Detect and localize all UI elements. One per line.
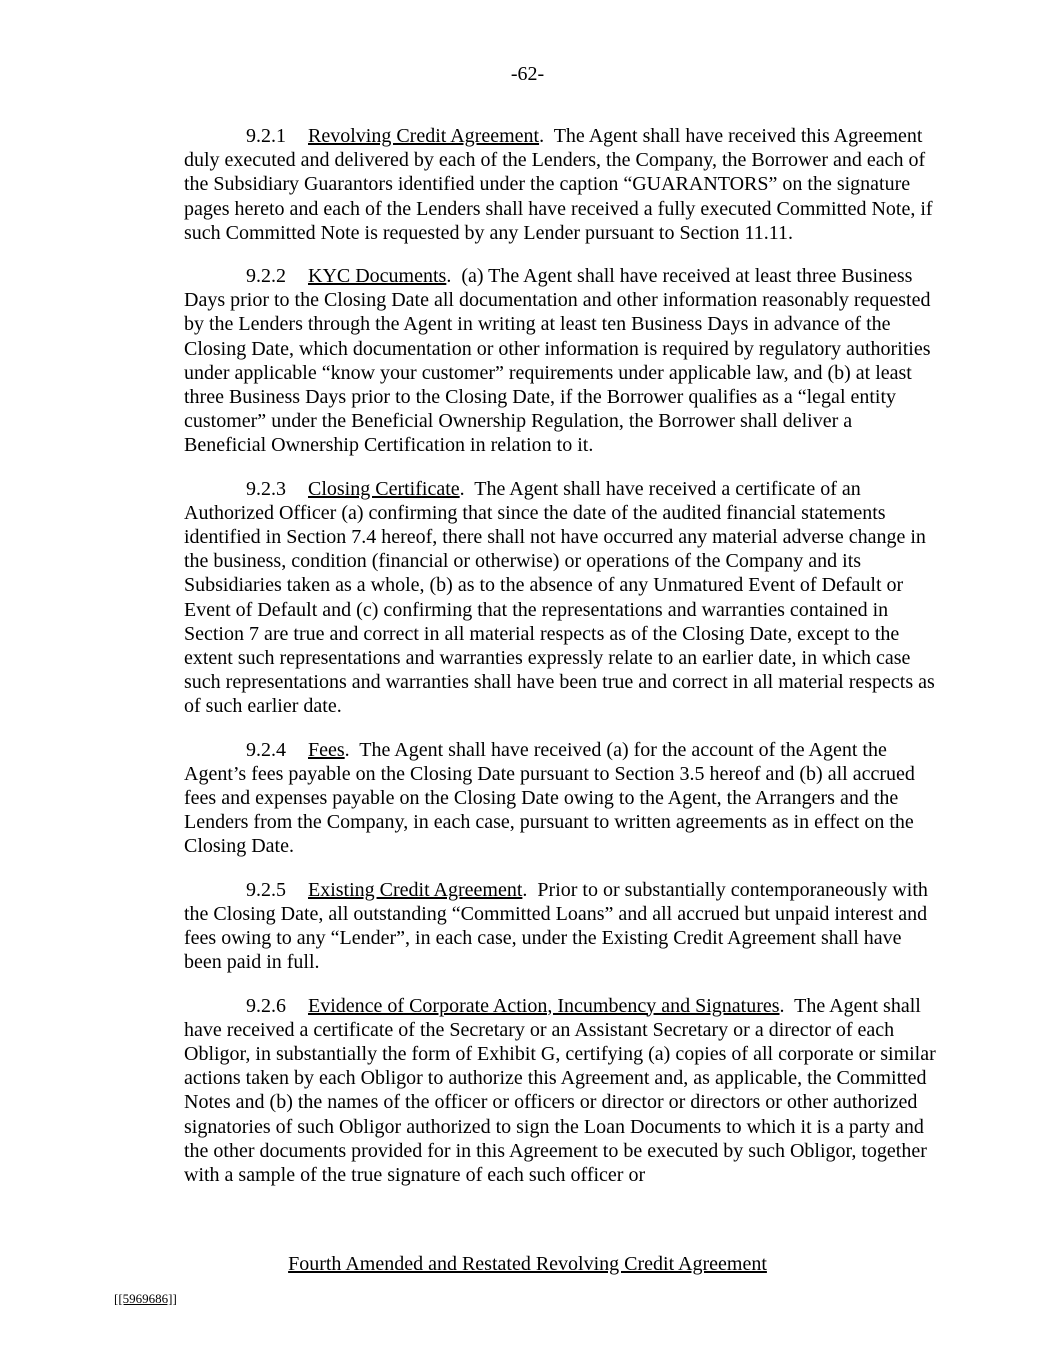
section-heading: Revolving Credit Agreement	[308, 125, 540, 147]
section-number: 9.2.1	[246, 125, 286, 147]
footer-document-title-text: Fourth Amended and Restated Revolving Credit Agreement	[288, 1253, 767, 1275]
section-paragraph-9-2-4	[184, 738, 936, 859]
section-paragraph-9-2-3	[184, 477, 940, 719]
section-number: 9.2.3	[246, 477, 286, 500]
section-number: 9.2.6	[246, 994, 286, 1017]
page-number: -62-	[510, 63, 545, 85]
section-heading: Existing Credit Agreement	[308, 878, 523, 901]
section-number: 9.2.4	[246, 738, 286, 761]
section-heading: Evidence of Corporate Action, Incumbency and Signatures	[308, 994, 780, 1017]
document-id-stamp: [[5969686]]	[114, 1291, 177, 1306]
section-heading: KYC Documents	[308, 265, 447, 288]
section-number: 9.2.5	[246, 878, 286, 901]
section-heading: Closing Certificate	[308, 477, 460, 500]
section-paragraph-9-2-6	[184, 994, 941, 1188]
footer-document-title	[0, 1252, 1055, 1276]
section-body: . The Agent shall have received a certificate of the Secretary or an Assistant Secretary or a director of each Obligor, in substantially the form of Exhibit G, certifying (a) copies of all corporate or similar actions taken by each Obligor to authorize this Agreement and, as applicable, the Committed Notes and (b) the names of the officer or officers or director or directors or other authorized signatories of such Obligor authorized to sign the Loan Documents to which it is a party and the other documents provided for in this Agreement to be executed by such Obligor, together with a sample of the true signature of each such officer or	[184, 994, 941, 1186]
section-body: . The Agent shall have received a certificate of an Authorized Officer (a) confirming that since the date of the audited financial statements identified in Section 7.4 hereof, there shall not have occurred any material adverse change in the business, condition (financial or otherwise) or operations of the Company and its Subsidiaries taken as a whole, (b) as to the absence of any Unmatured Event of Default or Event of Default and (c) confirming that the representations and warranties contained in Section 7 are true and correct in all material respects as of the Closing Date, except to the extent such representations and warranties expressly relate to an earlier date, in which case such representations and warranties shall have been true and correct in all material respects as of such earlier date.	[184, 477, 940, 718]
section-body: . Prior to or substantially contemporaneously with the Closing Date, all outstanding “Committed Loans” and all accrued but unpaid interest and fees owing to any “Lender”, in each case, under the Existing Credit Agreement shall have been paid in full.	[184, 878, 933, 974]
section-body: . The Agent shall have received (a) for the account of the Agent the Agent’s fees payable on the Closing Date pursuant to Section 3.5 hereof and (b) all accrued fees and expenses payable on the Closing Date owing to the Agent, the Arrangers and the Lenders from the Company, in each case, pursuant to written agreements as in effect on the Closing Date.	[184, 738, 920, 858]
document-body	[184, 124, 941, 1206]
section-heading: Fees	[308, 738, 345, 761]
section-body: . The Agent shall have received this Agreement duly executed and delivered by each of the Lenders, the Company, the Borrower and each of the Subsidiary Guarantors identified under the caption “GUARANTORS” on the signature pages hereto and each of the Lenders shall have received a fully executed Committed Note, if such Committed Note is requested by any Lender pursuant to Section 11.11.	[184, 125, 938, 244]
section-body: . (a) The Agent shall have received at least three Business Days prior to the Closing Date all documentation and other information reasonably requested by the Lenders through the Agent in writing at least ten Business Days in advance of the Closing Date, which documentation or other information is required by regulatory authorities under applicable “know your customer” requirements under applicable law, and (b) at least three Business Days prior to the Closing Date, if the Borrower qualifies as a “legal entity customer” under the Beneficial Ownership Regulation, the Borrower shall deliver a Beneficial Ownership Certification in relation to it.	[184, 265, 936, 457]
section-paragraph-9-2-1	[184, 124, 936, 245]
section-paragraph-9-2-2	[184, 264, 936, 458]
section-number: 9.2.2	[246, 265, 286, 288]
section-paragraph-9-2-5	[184, 878, 936, 975]
